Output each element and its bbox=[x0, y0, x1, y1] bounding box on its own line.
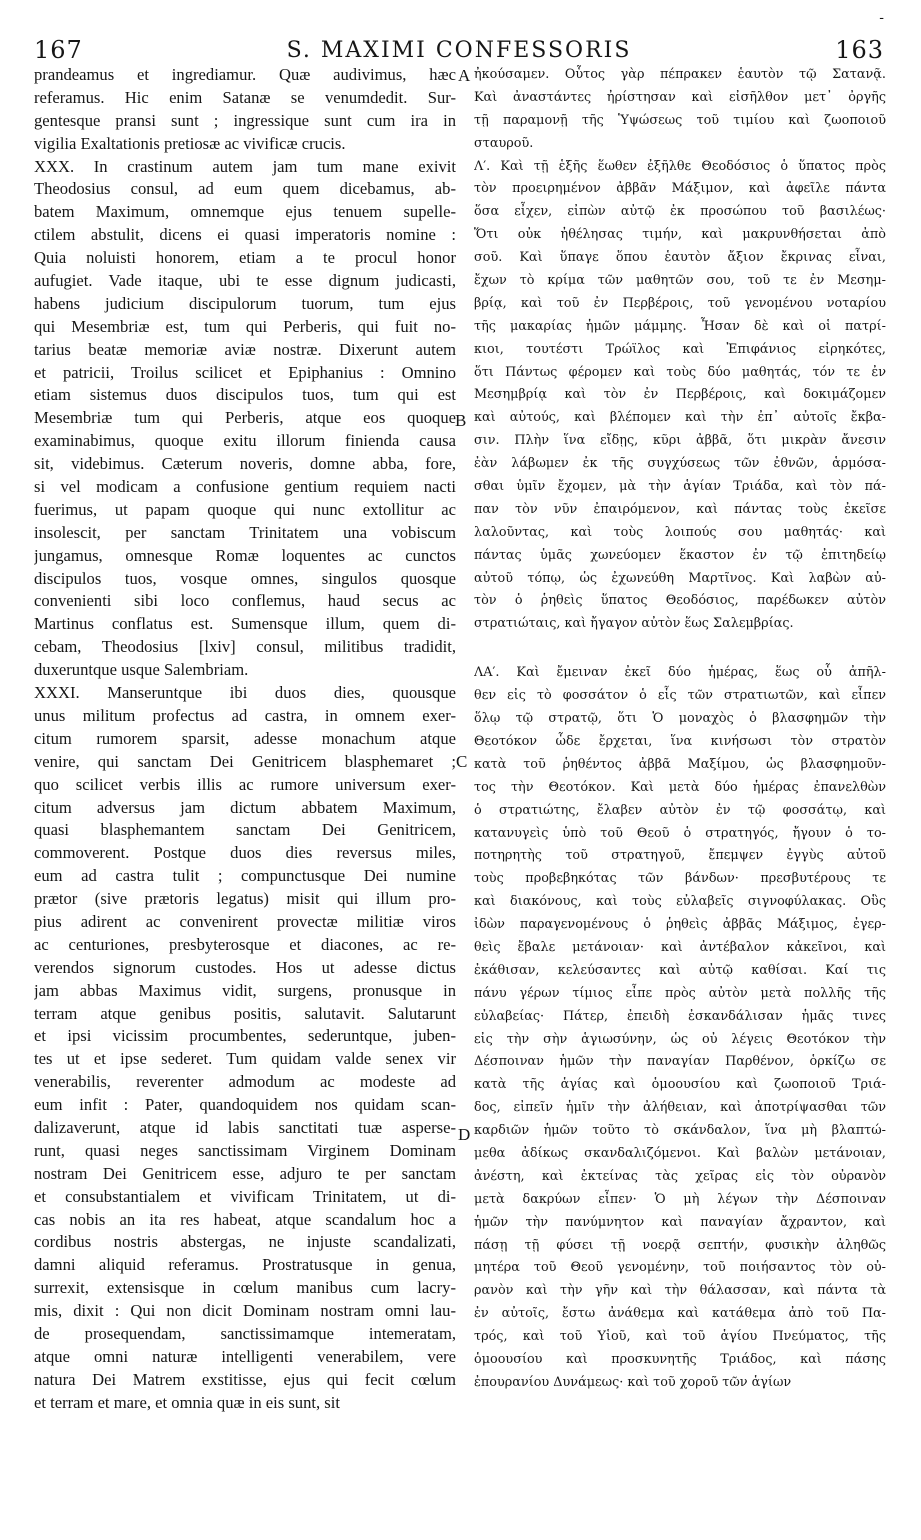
latin-text-line: citum rumorem sparsit, adesse monachum atque bbox=[34, 728, 456, 748]
greek-text-line: αὐτοῦ τόπῳ, ὡς ἐχωνεύθη Μαρτῖνος. Καὶ λαβὼν αὐ- bbox=[474, 570, 886, 586]
greek-text-line: Ὅτι οὐκ ἠθέλησας τιμήν, καὶ μακρυνθήσεται ἀπὸ bbox=[474, 227, 886, 243]
greek-text-line: λαλοῦντας, καὶ τοὺς λοιπούς σου μαθητάς· καὶ bbox=[474, 524, 886, 540]
greek-text-line: τῆς μακαρίας ἡμῶν μάμμης. Ἦσαν δὲ καὶ οἱ πατρί- bbox=[474, 318, 886, 334]
running-title: S. MAXIMI CONFESSORIS bbox=[286, 38, 632, 63]
greek-text-line: Λ′. Καὶ τῇ ἑξῆς ἕωθεν ἐξῆλθε Θεοδόσιος ὁ ὕπατος πρὸς bbox=[474, 158, 886, 174]
latin-text-line: natura Dei Matrem exstitisse, ejus qui fecit cœlum bbox=[34, 1369, 456, 1389]
margin-marker-c: C bbox=[456, 752, 468, 771]
latin-text-line: ctilem abstulit, dicens ei quasi imperatoris nomine : bbox=[34, 225, 456, 245]
greek-text-line: εἰς τὴν σὴν ἁγιωσύνην, ὡς οὐ λέγεις Θεοτόκον τὴν bbox=[474, 1031, 886, 1047]
latin-text-line: dalizaverunt, atque id labis sanctitati tuæ asperse- bbox=[34, 1117, 456, 1137]
greek-text-line: σταυροῦ. bbox=[474, 135, 534, 151]
latin-text-line: pius adirent ac convenirent provectæ militiæ viros bbox=[34, 911, 456, 931]
greek-text-line: σιν. Πλὴν ἵνα εἴδῃς, κῦρι ἀββᾶ, ὅτι μικρὰν ἄνεσιν bbox=[474, 433, 886, 449]
latin-text-line: commoverent. Postque duos dies reversus miles, bbox=[34, 843, 456, 863]
greek-text-line: καρδιῶν ἡμῶν τοῦτο τὸ σκάνδαλον, ἵνα μὴ βλαπτώ- bbox=[474, 1123, 886, 1139]
latin-text-line: Mesembriæ tum qui Perberis, atque eos quoque bbox=[34, 408, 456, 428]
greek-text-line: τὸν προειρημένον ἀββᾶν Μάξιμον, καὶ ἀφεῖλε πάντα bbox=[474, 181, 886, 197]
greek-text-line: ἠκούσαμεν. Οὗτος γὰρ πέπρακεν ἑαυτὸν τῷ Σατανᾷ. bbox=[474, 67, 886, 82]
latin-text-line: Martinus conflatus est. Sumensque illum, quem di- bbox=[34, 614, 456, 634]
latin-text-line: et consubstantialem et vivificam Trinitatem, ut di- bbox=[34, 1186, 456, 1206]
latin-text-line: quo scilicet verbis illis ac rumore universum exer- bbox=[34, 774, 456, 794]
latin-text-line: si vel modicam a confusione gentium requiem nacti bbox=[34, 477, 456, 497]
greek-text-line: ρανὸν καὶ τὴν γῆν καὶ τὴν θάλασσαν, καὶ πάντα τὰ bbox=[474, 1283, 886, 1299]
margin-marker-a: A bbox=[458, 66, 471, 85]
greek-text-line: Θεοτόκον ὧδε ἔρχεται, ἵνα κινήσωσι τὸν στρατὸν bbox=[474, 733, 886, 749]
latin-text-line: duxeruntque usque Salembriam. bbox=[34, 660, 249, 680]
greek-text-line: Μεσημβρίᾳ καὶ τὸν ἐν Περβέροις, καὶ δοκιμάζομεν bbox=[474, 387, 886, 403]
latin-text-line: vigilia Exaltationis pretiosæ ac vivificæ crucis. bbox=[34, 133, 346, 153]
latin-text-line: referamus. Hic enim Satanæ se venumdedit. Sur- bbox=[34, 87, 456, 107]
latin-text-line: runt, quasi neges sanctissimam Virginem Dominam bbox=[34, 1140, 456, 1160]
greek-text-line: κιοι, τουτέστι Τρώϊλος καὶ Ἐπιφάνιος εἰρηκότες, bbox=[474, 341, 886, 357]
greek-text-line: πάνυ γέρων τίμιος εἶπε πρὸς αὐτὸν μετὰ πολλῆς τῆς bbox=[474, 985, 886, 1001]
margin-marker-d: D bbox=[458, 1125, 471, 1144]
greek-text-line: ὅτι Πάντως φέρομεν καὶ τοὺς δύο μαθητάς, τόν τε ἐν bbox=[474, 364, 886, 380]
latin-text-line: cebam, Theodosius [lxiv] consul, militibus tradidit, bbox=[34, 637, 456, 657]
corner-mark: - bbox=[879, 10, 884, 26]
greek-text-line: ὁ στρατιώτης, ἔλαβεν αὐτὸν ἐν τῷ φοσσάτῳ, καὶ bbox=[474, 802, 886, 818]
latin-text-line: ac centuriones, presbyterosque et diacones, ac re- bbox=[34, 934, 456, 954]
latin-text-line: unus militum profectus ad castra, in omnem exer- bbox=[34, 705, 456, 725]
greek-text-line: καὶ αὐτούς, καὶ βλέπομεν καὶ τὴν ἐπ᾽ αὐτοῖς ἔκβα- bbox=[474, 410, 886, 426]
latin-text-line: fuerimus, ut papam quoque qui nunc extollitur ac bbox=[34, 499, 456, 519]
page-header bbox=[34, 10, 884, 64]
latin-text-line: venire, qui sanctam Dei Genitricem blasphemaret ; bbox=[34, 751, 456, 771]
latin-text-line: et ipsi vicissim procumbentes, sederuntque, juben- bbox=[34, 1026, 456, 1046]
greek-text-line: πάσῃ τῇ φύσει τῇ νοερᾷ σεπτήν, φυσικὴν ἀληθῶς bbox=[474, 1237, 886, 1253]
latin-text-line: etiam sistemus duos discipulos tuos, tum qui est bbox=[34, 385, 456, 405]
latin-text-line: terram atque genibus positis, salutavit. Salutarunt bbox=[34, 1003, 456, 1023]
latin-text-line: prætor (sive prætoris legatus) misit qui illum pro- bbox=[34, 889, 456, 909]
greek-text-line: θεὶς ἔβαλε μετάνοιαν· καὶ ἀντέβαλον κἀκεῖνοι, καὶ bbox=[474, 939, 886, 955]
latin-text-line: gentesque pransi sunt ; ingressique sunt cum ira in bbox=[34, 110, 456, 130]
latin-text-line: XXXI. Manseruntque ibi duos dies, quousque bbox=[34, 683, 456, 703]
greek-text-line: μετὰ δακρύων εἶπεν· Ὁ μὴ λέγων τὴν Δέσποιναν bbox=[474, 1191, 886, 1207]
latin-text-line: cas nobis an ita res habeat, atque scandalum hoc a bbox=[34, 1209, 456, 1229]
greek-text-line: ποτηρητὴς τοῦ στρατηγοῦ, ἔπεμψεν ἐγγὺς αὐτοῦ bbox=[474, 848, 886, 864]
latin-text-line: prandeamus et ingrediamur. Quæ audivimus, hæc bbox=[34, 65, 456, 84]
page-number-left: 167 bbox=[34, 36, 83, 64]
paragraph-gap bbox=[474, 636, 886, 662]
latin-text-line: surrexit, extensisque in cœlum manibus cum lacry- bbox=[34, 1278, 456, 1298]
greek-text-line: ἐπουρανίου Δυνάμεως· καὶ τοῦ χοροῦ τῶν ἁγίων bbox=[474, 1374, 792, 1390]
greek-text-line: ἔχων τὸ κρίμα τῶν μαθητῶν σου, τοῦ τε ἐν Μεσημ- bbox=[474, 273, 886, 289]
page-number-right: 163 bbox=[835, 36, 884, 64]
greek-text-line: ἡμῶν τὴν πανύμνητον καὶ παναγίαν ἄχραντον, καὶ bbox=[474, 1214, 886, 1230]
greek-text-line: κατὰ τῆς ἁγίας καὶ ὁμοουσίου καὶ ζωοποιοῦ Τριά- bbox=[474, 1077, 886, 1093]
greek-text-line: ἐν αὐτοῖς, ἔστω ἀνάθεμα καὶ κατάθεμα ἀπὸ τοῦ Πα- bbox=[474, 1306, 886, 1322]
greek-text-line: Καὶ ἀναστάντες ἠρίστησαν καὶ εἰσῆλθον μετ᾽ ὀργῆς bbox=[474, 89, 886, 105]
latin-text-line: examinabimus, quoque exitu illorum finienda causa bbox=[34, 431, 456, 451]
latin-text-line: sit, videbimus. Cæterum noveris, domne abba, fore, bbox=[34, 454, 456, 474]
greek-text-line: ἰδὼν παραγενομένους ὁ ῥηθεὶς ἀββᾶς Μάξιμος, ἐγερ- bbox=[474, 917, 886, 933]
latin-text-line: venerabilis, reverenter admodum ac modeste ad bbox=[34, 1072, 456, 1092]
greek-text-line: δος, εἰπεῖν ἡμῖν τὴν ἀλήθειαν, καὶ ἀποτρίψασθαι τῶν bbox=[474, 1100, 886, 1116]
greek-column bbox=[474, 64, 886, 1395]
latin-text-line: tes ut et ipse sederet. Tum quidam valde senex vir bbox=[34, 1049, 456, 1069]
latin-text-line: convenienti sibi loco conflemus, haud secus ac bbox=[34, 591, 456, 611]
latin-text-line: Quia noluisti honorem, etiam a te procul honor bbox=[34, 248, 456, 268]
latin-text-line: Theodosius consul, ad eum quem dicebamus, ab- bbox=[34, 179, 456, 199]
latin-text-line: qui Mesembriæ est, tum qui Perberis, qui fuit no- bbox=[34, 316, 456, 336]
greek-text-line: ἐὰν λάβωμεν ἐκ τῆς συγχύσεως τῶν ἐθνῶν, ἁρμόσα- bbox=[474, 456, 886, 472]
latin-text-line: tarius beatæ memoriæ aviæ nostræ. Dixerunt autem bbox=[34, 339, 456, 359]
latin-text-line: jam abbas Maximus vidit, surgens, pronusque in bbox=[34, 980, 456, 1000]
latin-text-line: XXX. In crastinum autem jam tum mane exivit bbox=[34, 156, 456, 176]
greek-text-line: ὅσα εἶχεν, εἰπὼν αὐτῷ ἐκ προσώπου τοῦ βασιλέως· bbox=[474, 204, 886, 220]
greek-text-line: ἐκάθισαν, κελεύσαντες καὶ αὐτῷ καθίσαι. Καί τις bbox=[474, 962, 886, 978]
greek-text-line: στρατιώταις, καὶ ἤγαγον αὐτὸν ἕως Σαλεμβρίας. bbox=[474, 616, 794, 632]
latin-text-line: nostram Dei Genitricem esse, adjuro te per sanctam bbox=[34, 1163, 456, 1183]
greek-text-line: κατανυγεὶς ὑπὸ τοῦ Θεοῦ ὁ στρατηγός, ἤγουν ὁ το- bbox=[474, 825, 886, 841]
greek-text-line: Δέσποιναν ἡμῶν τὴν παναγίαν Παρθένον, ὁρκίζω σε bbox=[474, 1054, 886, 1070]
latin-text-line: cordibus nostris abstergas, ne injuste scandalizati, bbox=[34, 1232, 456, 1252]
latin-text-line: batem Maximum, omnemque ejus tenuem supelle- bbox=[34, 202, 456, 222]
latin-text-line: quasi blasphemantem sanctam Dei Genitricem, bbox=[34, 820, 456, 840]
latin-text-line: et terram et mare, et omnia quæ in eis sunt, sit bbox=[34, 1392, 340, 1412]
latin-text-line: jungamus, omnesque Romæ loquentes ac cunctos bbox=[34, 545, 456, 565]
greek-text-line: τος τὴν Θεοτόκον. Καὶ μετὰ δύο ἡμέρας ἐπανελθὼν bbox=[474, 779, 886, 795]
greek-text-line: ΛΑ′. Καὶ ἔμειναν ἐκεῖ δύο ἡμέρας, ἕως οὗ ἀπῆλ- bbox=[474, 665, 886, 681]
latin-text-line: mis, dixit : Qui non dicit Dominam nostram omni lau- bbox=[34, 1301, 456, 1321]
greek-text-line: θεν εἰς τὸ φοσσάτον ὁ εἷς τῶν στρατιωτῶν, καὶ εἶπεν bbox=[474, 688, 886, 704]
greek-text-line: μητέρα τοῦ Θεοῦ γενομένην, τοῦ ποιήσαντος τὸν οὐ- bbox=[474, 1260, 886, 1276]
latin-text-line: de prosequendam, sanctissimamque intemeratam, bbox=[34, 1323, 456, 1343]
greek-text-line: παν τὸν νῦν ἐπαιρόμενον, καὶ πάντας τοὺς ἐκεῖσε bbox=[474, 501, 886, 517]
latin-text-line: insolescit, per sanctam Trinitatem una vobiscum bbox=[34, 522, 456, 542]
greek-text-line: μεθα ἀδίκως σκανδαλιζόμενοι. Καὶ βαλὼν μετάνοιαν, bbox=[474, 1145, 886, 1161]
greek-text-line: βρίᾳ, καὶ τοῦ ἐν Περβέροις, τοῦ γενομένου νοταρίου bbox=[474, 295, 886, 311]
latin-text-line: citum adversus jam dictum abbatem Maximum, bbox=[34, 797, 456, 817]
greek-text-line: σθαι ὑμῖν ἔχομεν, μὰ τὴν ἁγίαν Τριάδα, καὶ τὸν πά- bbox=[474, 479, 886, 495]
greek-text-line: τῇ παραμονῇ τῆς Ὑψώσεως τοῦ τιμίου καὶ ζωοποιοῦ bbox=[474, 112, 886, 128]
latin-text-line: damni aliquid referamus. Prostratusque in genua, bbox=[34, 1255, 456, 1275]
greek-text-line: κατὰ τοῦ ῥηθέντος ἀββᾶ Μαξίμου, ὡς βλασφημοῦν- bbox=[474, 756, 886, 772]
greek-text-line: ἀνέστη, καὶ ἐκτείνας τὰς χεῖρας εἰς τὸν οὐρανὸν bbox=[474, 1168, 886, 1184]
latin-text-line: habens judicium discipulorum tuorum, tum ejus bbox=[34, 293, 456, 313]
greek-text-line: σοῦ. Καὶ ὕπαγε ὅπου ἑαυτὸν ἄξιον ἔκρινας εἶναι, bbox=[474, 250, 886, 266]
latin-text-line: discipulos tuos, vosque omnes, singulos quosque bbox=[34, 568, 456, 588]
latin-text-line: verendos signorum custodes. Hos ut adesse dictus bbox=[34, 957, 456, 977]
greek-text-line: πάντας ὑμᾶς χωνεύομεν ἕκαστον ἐν τῷ ἐπιτηδείῳ bbox=[474, 547, 886, 563]
latin-text-line: atque omni naturæ intelligenti venerabilem, vere bbox=[34, 1346, 456, 1366]
greek-text-line: ὁμοουσίου καὶ προσκυνητῆς Τριάδος, καὶ πάσης bbox=[474, 1351, 886, 1367]
latin-text-line: eum ad castra tulit ; compunctusque Dei numine bbox=[34, 866, 456, 886]
margin-marker-b: B bbox=[455, 411, 467, 430]
greek-text-line: ὅλῳ τῷ στρατῷ, ὅτι Ὁ μοναχὸς ὁ βλασφημῶν τὴν bbox=[474, 711, 886, 727]
greek-text-line: καὶ διακόνους, καὶ τοὺς εὐλαβεῖς σιγνοφύλακας. Οὓς bbox=[474, 894, 886, 910]
greek-text-line: τὸν ὁ ῥηθεὶς ὕπατος Θεοδόσιος, παρέδωκεν αὐτὸν bbox=[474, 593, 886, 609]
greek-text-line: τοὺς προβεβηκότας τῶν βάνδων· πρεσβυτέρους τε bbox=[474, 871, 886, 887]
latin-text-line: aufugiet. Vade itaque, ubi te esse dignum judicasti, bbox=[34, 271, 456, 291]
greek-text-line: εὐλαβείας· Πάτερ, ἐπειδὴ ἐσκανδάλισαν ἡμᾶς τινες bbox=[474, 1008, 886, 1024]
latin-column bbox=[34, 64, 456, 1415]
greek-text-line: τρός, καὶ τοῦ Υἱοῦ, καὶ τοῦ ἁγίου Πνεύματος, τῆς bbox=[474, 1329, 886, 1345]
latin-text-line: et patricii, Troilus scilicet et Epiphanius : Omnino bbox=[34, 362, 456, 382]
latin-text-line: eum infit : Pater, quandoquidem nos quidam scan- bbox=[34, 1095, 456, 1115]
